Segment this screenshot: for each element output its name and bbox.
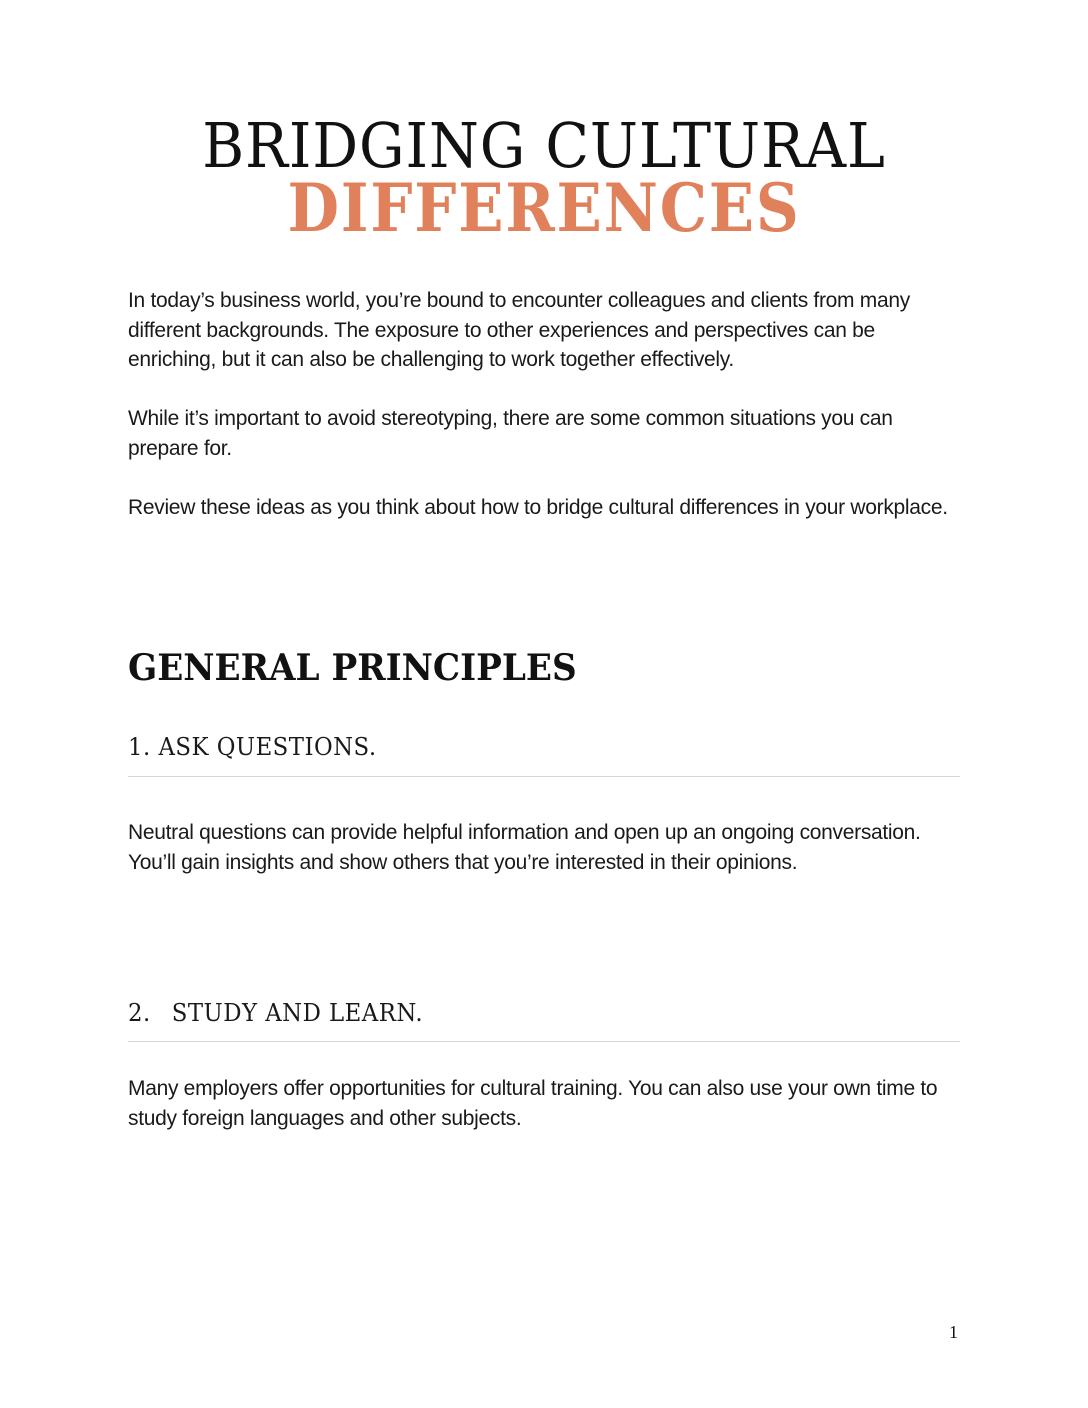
intro-paragraph-3: Review these ideas as you think about how to bridge cultural differences in your workplace. [128, 496, 948, 519]
title-line-1: BRIDGING CULTURAL [202, 109, 886, 182]
item-2-number: 2. [128, 999, 151, 1027]
title-line-2: DIFFERENCES [287, 169, 801, 247]
divider [128, 776, 960, 777]
item-1-number: 1. [128, 733, 151, 761]
divider [128, 1041, 960, 1042]
item-1-body: Neutral questions can provide helpful information and open up an ongoing conversation. You’ll gain insights and show others that you’re interested in their opinions. [128, 821, 921, 874]
item-1-heading [128, 730, 377, 764]
page-number: 1 [949, 1322, 958, 1342]
item-2-body: Many employers offer opportunities for cultural training. You can also use your own time to study foreign languages and other subjects. [128, 1077, 938, 1130]
intro-paragraph-2: While it’s important to avoid stereotyping, there are some common situations you can prepare for. [128, 407, 893, 460]
item-2-heading [128, 996, 423, 1030]
intro-paragraph-1: In today’s business world, you’re bound to encounter colleagues and clients from many different backgrounds. The exposure to other experiences and perspectives can be enriching, but it can also be challenging to work together effectively. [128, 289, 910, 371]
section-title: GENERAL PRINCIPLES [128, 647, 577, 689]
item-2-title: STUDY AND LEARN. [171, 999, 424, 1027]
item-1-title: ASK QUESTIONS. [158, 733, 377, 761]
